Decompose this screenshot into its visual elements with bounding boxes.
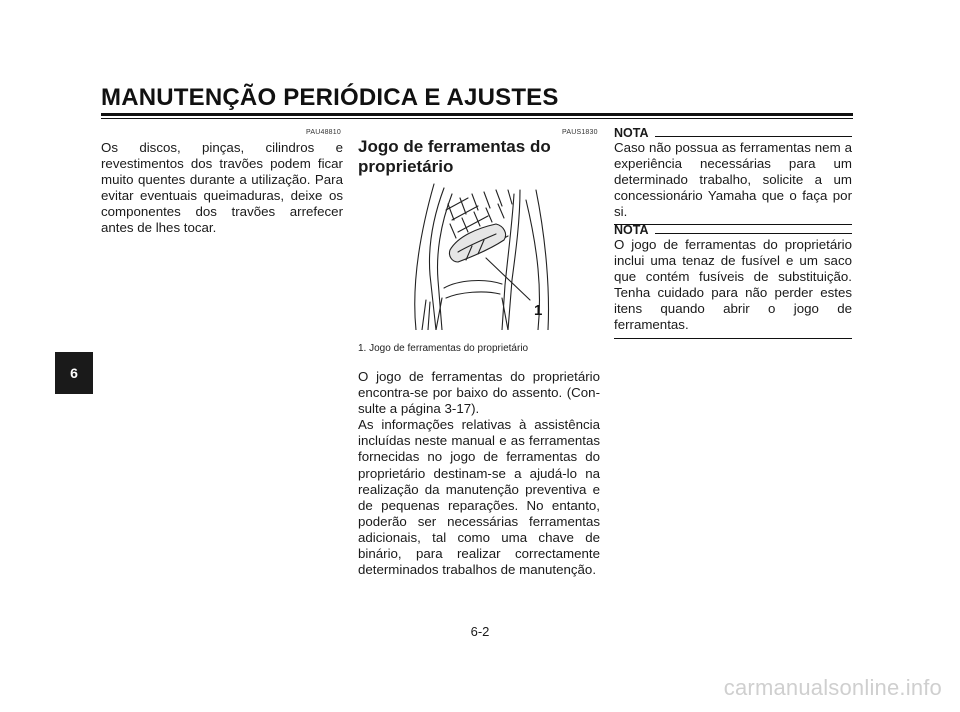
note-rule (655, 136, 853, 137)
col1-paragraph: Os discos, pinças, cilindros e revestimentos dos travões podem ficar muito quentes durante a utilização. Para evitar eventuais queimaduras, deixe os componentes dos travões arrefecer antes de lhes tocar. (101, 140, 343, 236)
chapter-tab: 6 (55, 352, 93, 394)
note-label: NOTA (614, 223, 649, 237)
col2-ref-code: PAUS1830 (562, 129, 598, 136)
toolkit-figure (408, 180, 556, 330)
col1-ref-code: PAU48810 (306, 129, 341, 136)
figure-caption: 1. Jogo de ferramentas do proprietário (358, 343, 529, 354)
figure-callout: 1 (534, 302, 543, 319)
note-block-2 (614, 223, 852, 339)
toolkit-illustration (408, 180, 556, 330)
note-end-rule (614, 338, 852, 339)
watermark[interactable]: carmanualsonline.info (723, 675, 942, 700)
section-title: Jogo de ferramentas do proprietário (358, 137, 551, 176)
page-title: MANUTENÇÃO PERIÓDICA E AJUSTES (101, 84, 559, 111)
note-block-1 (614, 126, 852, 225)
col2-body (358, 369, 600, 578)
header-rule (101, 113, 853, 116)
note-text: Caso não possua as ferramentas nem a experiência necessárias para um determinado trabalho, solicite a um concessionário Yamaha que o faça por si. (614, 140, 852, 220)
note-rule (655, 233, 853, 234)
col2-paragraph-1: O jogo de ferramentas do proprietário encontra-se por baixo do assento. (Consulte a página 3-17). (358, 369, 600, 417)
page-number: 6-2 (470, 624, 490, 639)
note-text: O jogo de ferramentas do proprietário inclui uma tenaz de fusível e um saco que contém fusíveis de substituição. Tenha cuidado para não perder estes itens quando abrir o jogo de ferramentas. (614, 237, 852, 333)
note-label: NOTA (614, 126, 649, 140)
header-rule-thin (101, 118, 853, 119)
col2-paragraph-2: As informações relativas à assistência incluídas neste manual e as ferramentas fornecidas no jogo de ferramentas do proprietário destinam-se a ajudá-lo na realização da manutenção preventiva e de pequenas reparações. No entanto, poderão ser necessárias ferramentas adicionais, tal como uma chave de binário, para realizar correctamente determinados trabalhos de manutenção. (358, 417, 600, 578)
